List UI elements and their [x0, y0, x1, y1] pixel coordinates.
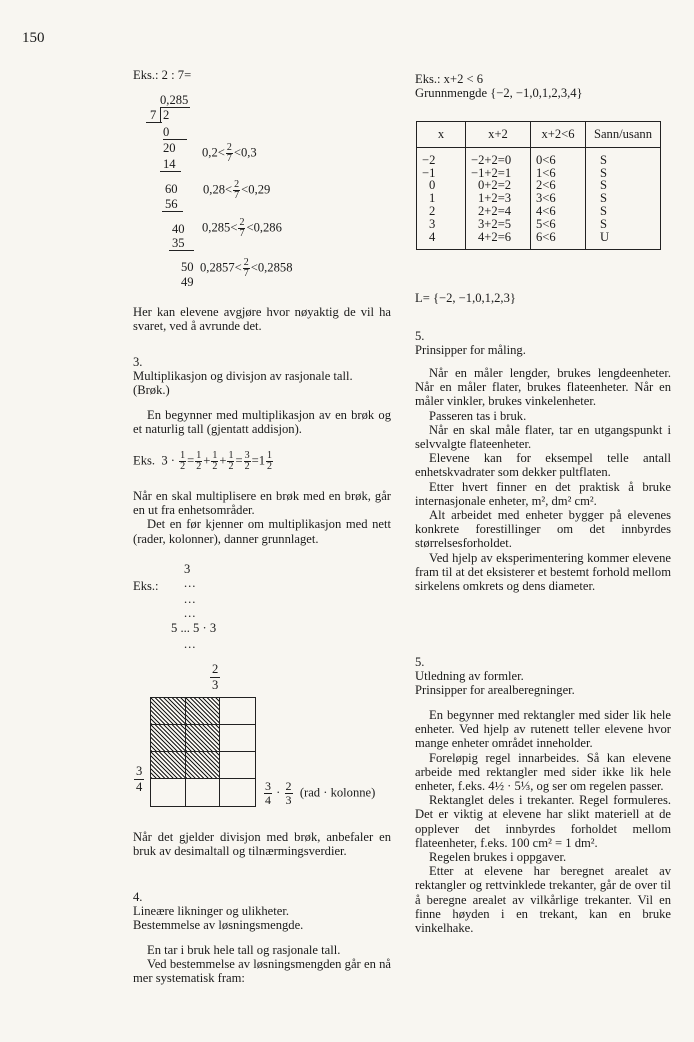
- paragraph: Når det gjelder divisjon med brøk, anbefaler en bruk av desimaltall og tilnærmingsverdier.: [133, 830, 391, 859]
- table-row: 4 4+2=6 6<6 U: [417, 231, 661, 250]
- division-step: 20: [163, 141, 176, 155]
- paragraph: Når en skal multiplisere en brøk med en brøk, går en ut fra enhetsområder. Det en før kjenner om multiplikasjon med nett (rader, kolonner), danner grunnlaget.: [133, 489, 391, 546]
- approximation: 0,2< $\frac{2}{7}$ <0,3: [202, 142, 257, 164]
- section-4-heading: 4. Lineære likninger og ulikheter. Bestemmelse av løsningsmengde.: [133, 890, 304, 933]
- division-step: 0: [163, 125, 187, 140]
- approximation: 0,28< $\frac{2}{7}$ <0,29: [203, 179, 271, 201]
- paragraph: En begynner med multiplikasjon av en brøk og et naturlig tall (gjentatt addisjon).: [133, 408, 391, 437]
- fraction-example: Eks. 3 · $\frac{1}{2}$ = $\frac{1}{2}$ + $\frac{1}{2}$ + $\frac{1}{2}$ = $\frac{3}{2}$ =1 $\frac{1}{2}$: [133, 450, 272, 472]
- solution-set: L= {−2, −1,0,1,2,3}: [415, 291, 516, 305]
- division-dividend: 2: [160, 108, 169, 122]
- grid-cell: [220, 698, 255, 725]
- grid-cell: [151, 779, 186, 806]
- truth-table: [416, 121, 661, 250]
- dots: ...: [184, 592, 197, 606]
- section-5b-heading: 5. Utledning av formler. Prinsipper for arealberegninger.: [415, 655, 575, 698]
- division-divisor: 7: [150, 108, 157, 122]
- dots: ...: [184, 576, 197, 590]
- grid-cell: [220, 752, 255, 779]
- table-header: x+2: [466, 122, 531, 148]
- table-row: 1 1+2=3 3<6 S: [417, 192, 661, 205]
- grid-cell-shaded: [186, 725, 221, 752]
- division-step: 60: [165, 182, 178, 196]
- grid-cell-shaded: [151, 725, 186, 752]
- division-quotient: 0,285: [160, 93, 189, 107]
- table-header: x+2<6: [531, 122, 586, 148]
- table-row: 0 0+2=2 2<6 S: [417, 179, 661, 192]
- right-example: Eks.: x+2 < 6 Grunnmengde {−2, −1,0,1,2,3,4}: [415, 72, 583, 101]
- grid-cell: [220, 725, 255, 752]
- example-label: Eks.:: [133, 579, 159, 593]
- grid-cell: [186, 779, 221, 806]
- section-3-heading: 3. Multiplikasjon og divisjon av rasjonale tall. (Brøk.): [133, 355, 353, 398]
- paragraph: Her kan elevene avgjøre hvor nøyaktig de vil ha svaret, ved å avrunde det.: [133, 305, 391, 334]
- section-5-heading: 5. Prinsipper for måling.: [415, 329, 526, 358]
- area-paragraphs: En begynner med rektangler med sider lik hele enheter. Ved hjelp av rutenett teller elevene hvor mange enheter området inneholder. Foreløpig regel innarbeides. Så kan elevene arbeide med rektangler med sider ikke lik hele enheter, f.eks. 4½ · 5⅓, og ser om regelen passer. Rektanglet deles i trekanter. Regel formuleres. Det er viktig at elevene har slikt materiell at de opplever det innbyrdes forholdet mellom flateenheter, f.eks. 100 cm² = 1 dm². Regelen brukes i oppgaver. Etter at elevene har beregnet arealet av rektangler og rettvinklede trekanter, går de over til å beregne arealet av vilkårlige trekanter. Vil en finne høyden i en trekant, kan en bruke vinkelhake.: [415, 708, 671, 936]
- division-step: 49: [181, 275, 194, 289]
- table-row: 2 2+2=4 4<6 S: [417, 205, 661, 218]
- grid-cell-shaded: [151, 752, 186, 779]
- grid-cell-shaded: [151, 698, 186, 725]
- page-number: 150: [22, 30, 45, 46]
- table-header: Sann/usann: [586, 122, 661, 148]
- grid-cell-shaded: [186, 752, 221, 779]
- dots: ...: [184, 637, 197, 651]
- approximation: 0,2857< $\frac{2}{7}$ <0,2858: [200, 257, 293, 279]
- example-division-heading: Eks.: 2 : 7=: [133, 68, 192, 82]
- division-step: 14: [160, 157, 181, 172]
- dots: ...: [184, 606, 197, 620]
- table-row: −2 −2+2=0 0<6 S: [417, 147, 661, 166]
- table-header: x: [417, 122, 466, 148]
- grid-expression: $\frac{3}{4}$ · $\frac{2}{3}$ (rad · kolonne): [265, 779, 376, 807]
- grid-cell: [220, 779, 255, 806]
- division-step: 40: [172, 222, 185, 236]
- example-top-number: 3: [184, 562, 191, 576]
- table-row: −1 −1+2=1 1<6 S: [417, 167, 661, 180]
- table-row: 3 3+2=5 5<6 S: [417, 218, 661, 231]
- dots-row: 5 ... 5 · 3: [171, 621, 217, 635]
- measurement-paragraphs: Når en måler lengder, brukes lengdeenheter. Når en måler flater, brukes flateenheter. Når en måler vinkler, brukes vinkelenheter. Passeren tas i bruk. Når en skal måle flater, tar en utgangspunkt i selvvalgte flateenheter. Elevene kan for eksempel telle antall enhetskvadrater som dekker pultflaten. Etter hvert finner en det praktisk å bruke internasjonale enheter, m², dm² cm². Alt arbeidet med enheter bygger på elevenes konkrete forestillinger om det innbyrdes størrelsesforholdet. Ved hjelp av eksperimentering kommer elevene fram til at det eksisterer et bestemt forhold mellom sirkelens omkrets og dens diameter.: [415, 366, 671, 594]
- division-step: 35: [169, 236, 194, 251]
- approximation: 0,285< $\frac{2}{7}$ <0,286: [202, 217, 282, 239]
- division-step: 56: [162, 197, 183, 212]
- fraction-grid: [150, 697, 256, 807]
- grid-cell-shaded: [186, 698, 221, 725]
- division-step: 50: [181, 260, 194, 274]
- grid-top-fraction: 2 3: [212, 662, 219, 692]
- grid-left-fraction: 3 4: [136, 764, 143, 794]
- paragraph: En tar i bruk hele tall og rasjonale tall. Ved bestemmelse av løsningsmengden går en nå mer systematisk fram:: [133, 943, 391, 986]
